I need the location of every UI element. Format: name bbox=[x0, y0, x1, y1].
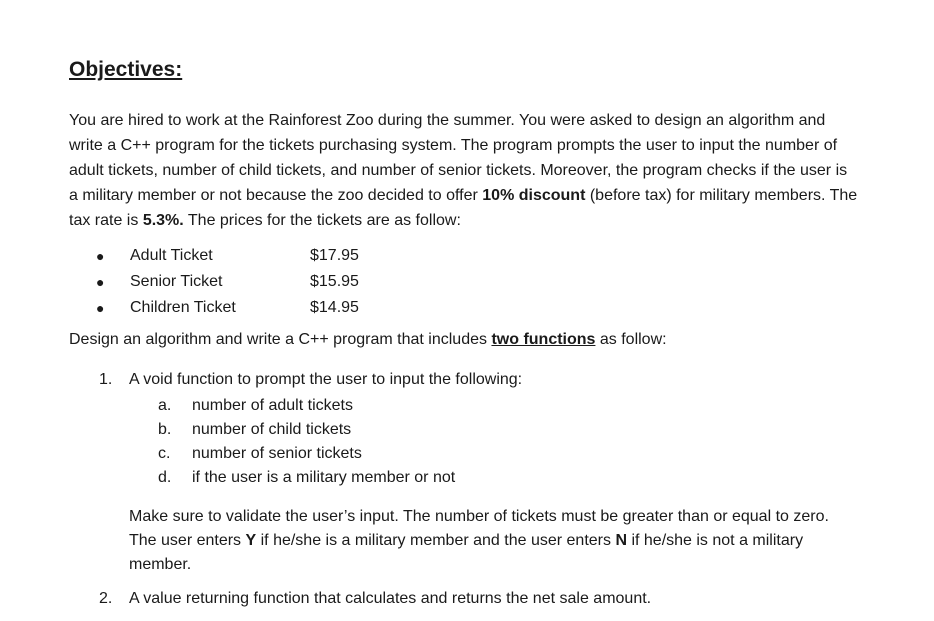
ticket-name: Children Ticket bbox=[130, 299, 236, 316]
list-item bbox=[158, 442, 455, 466]
design-text-post: as follow: bbox=[595, 331, 667, 348]
ticket-price: $17.95 bbox=[310, 247, 359, 264]
item-letter: a. bbox=[158, 397, 172, 414]
validate-text-2: if he/she is a military member and the user enters bbox=[256, 532, 616, 549]
intro-text-2: (before tax) for military members. The tax rate is bbox=[69, 187, 858, 229]
tax-rate-text: 5.3%. bbox=[142, 212, 184, 229]
no-key: N bbox=[615, 532, 627, 549]
bullet-icon: ● bbox=[96, 274, 105, 290]
validation-note bbox=[129, 505, 849, 577]
step-number: 2. bbox=[99, 590, 113, 607]
bullet-icon: ● bbox=[96, 300, 105, 316]
bullet-icon: ● bbox=[96, 248, 105, 264]
step-2 bbox=[99, 590, 651, 608]
validate-text-1: Make sure to validate the user’s input. The number of tickets must be greater than or equal to zero. The user enters bbox=[129, 508, 829, 549]
intro-text-3: The prices for the tickets are as follow: bbox=[183, 212, 461, 229]
list-item bbox=[158, 418, 455, 442]
step-text: A void function to prompt the user to input the following: bbox=[129, 371, 523, 388]
objectives-heading: Objectives: bbox=[69, 58, 183, 81]
item-letter: c. bbox=[158, 445, 171, 462]
intro-text-1: You are hired to work at the Rainforest Zoo during the summer. You were asked to design an algorithm and write a C++ program for the tickets purchasing system. The program prompts the user to input the number of adult tickets, number of child tickets, and number of senior tickets. Moreover, the program checks if the user is a military member or not because the zoo decided to offer bbox=[69, 112, 848, 204]
item-text: number of child tickets bbox=[192, 421, 352, 438]
item-letter: d. bbox=[158, 469, 172, 486]
ticket-name: Adult Ticket bbox=[130, 247, 213, 264]
step-text: A value returning function that calculates and returns the net sale amount. bbox=[129, 590, 652, 607]
yes-key: Y bbox=[245, 532, 257, 549]
ticket-price: $14.95 bbox=[310, 299, 359, 316]
item-text: number of adult tickets bbox=[192, 397, 353, 414]
step-number: 1. bbox=[99, 371, 113, 388]
ticket-name: Senior Ticket bbox=[130, 273, 223, 290]
design-text-pre: Design an algorithm and write a C++ program that includes bbox=[69, 331, 492, 348]
item-text: if the user is a military member or not bbox=[192, 469, 456, 486]
two-functions-text: two functions bbox=[491, 331, 596, 348]
intro-paragraph bbox=[69, 108, 859, 233]
ticket-row-senior bbox=[96, 269, 359, 295]
list-item bbox=[158, 466, 455, 490]
input-sublist bbox=[158, 394, 455, 490]
item-letter: b. bbox=[158, 421, 172, 438]
list-item bbox=[158, 394, 455, 418]
discount-text: 10% discount bbox=[482, 187, 586, 204]
design-instruction bbox=[69, 331, 667, 349]
ticket-row-adult bbox=[96, 243, 359, 269]
ticket-price: $15.95 bbox=[310, 273, 359, 290]
ticket-row-children bbox=[96, 295, 359, 321]
ticket-price-list bbox=[96, 243, 359, 321]
item-text: number of senior tickets bbox=[192, 445, 362, 462]
step-1 bbox=[99, 371, 522, 389]
validate-text-3: if he/she is not a military member. bbox=[129, 532, 804, 573]
